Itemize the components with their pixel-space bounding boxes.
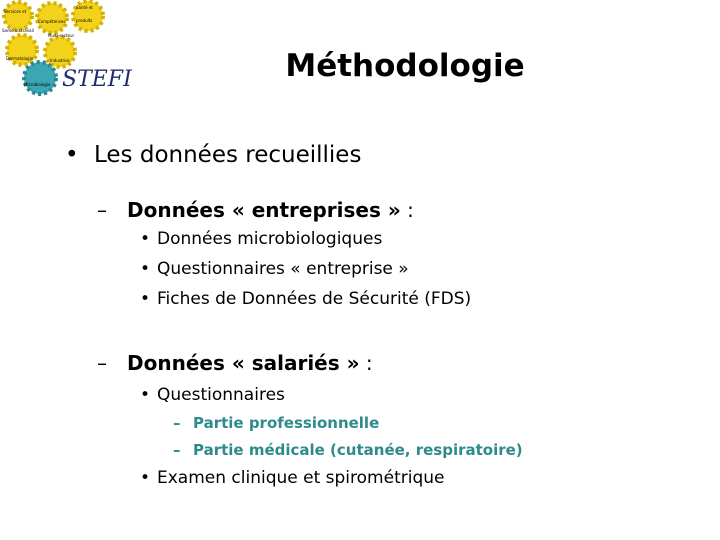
- gear-label: Dermatologie: [6, 56, 34, 61]
- section-entreprises-heading: [97, 198, 414, 222]
- sub-list-item: [173, 441, 523, 459]
- bullet-icon: •: [140, 468, 151, 488]
- item-text: Questionnaires: [157, 385, 285, 405]
- bullet-icon: •: [140, 385, 151, 405]
- item-text: Fiches de Données de Sécurité (FDS): [157, 289, 472, 309]
- gear-label: Microbiologie: [24, 82, 51, 87]
- gear-label: Santé au travail: [2, 28, 34, 33]
- bullet-text: Les données recueillies: [94, 142, 362, 168]
- heading-suffix: :: [359, 351, 373, 375]
- bullet-icon: •: [65, 142, 79, 168]
- heading-text: Données « salariés »: [127, 351, 360, 375]
- subitem-text: Partie médicale (cutanée, respiratoire): [193, 441, 523, 459]
- dash-icon: –: [173, 414, 181, 432]
- list-item: [140, 385, 285, 405]
- subitem-text: Partie professionnelle: [193, 414, 380, 432]
- list-item: [140, 229, 382, 249]
- gear-label: Services et: [4, 9, 27, 14]
- dash-icon: –: [173, 441, 181, 459]
- sub-list-item: [173, 414, 379, 432]
- item-text: Données microbiologiques: [157, 229, 383, 249]
- stefi-logo: [0, 0, 140, 100]
- dash-icon: –: [97, 351, 107, 375]
- brand-name: STEFI: [62, 67, 132, 92]
- dash-icon: –: [97, 198, 107, 222]
- bullet-point-1: [65, 142, 361, 168]
- list-item: [140, 259, 409, 279]
- gear-label: Santé et: [76, 5, 93, 10]
- slide-title: Méthodologie: [285, 48, 525, 84]
- heading-suffix: :: [400, 198, 414, 222]
- bullet-icon: •: [140, 229, 151, 249]
- bullet-icon: •: [140, 289, 151, 309]
- item-text: Examen clinique et spirométrique: [157, 468, 445, 488]
- gear-label: Multi-secteur: [48, 33, 75, 38]
- gear-icon: [37, 3, 67, 33]
- gear-icon: [4, 2, 32, 30]
- gear-label: Compétences: [38, 19, 66, 24]
- list-item: [140, 468, 444, 488]
- gear-label: produits: [76, 18, 93, 23]
- gear-icon: [24, 62, 56, 94]
- heading-text: Données « entreprises »: [127, 198, 401, 222]
- item-text: Questionnaires « entreprise »: [157, 259, 409, 279]
- section-salaries-heading: [97, 351, 373, 375]
- gear-label: Industries: [50, 58, 70, 63]
- list-item: [140, 289, 471, 309]
- bullet-icon: •: [140, 259, 151, 279]
